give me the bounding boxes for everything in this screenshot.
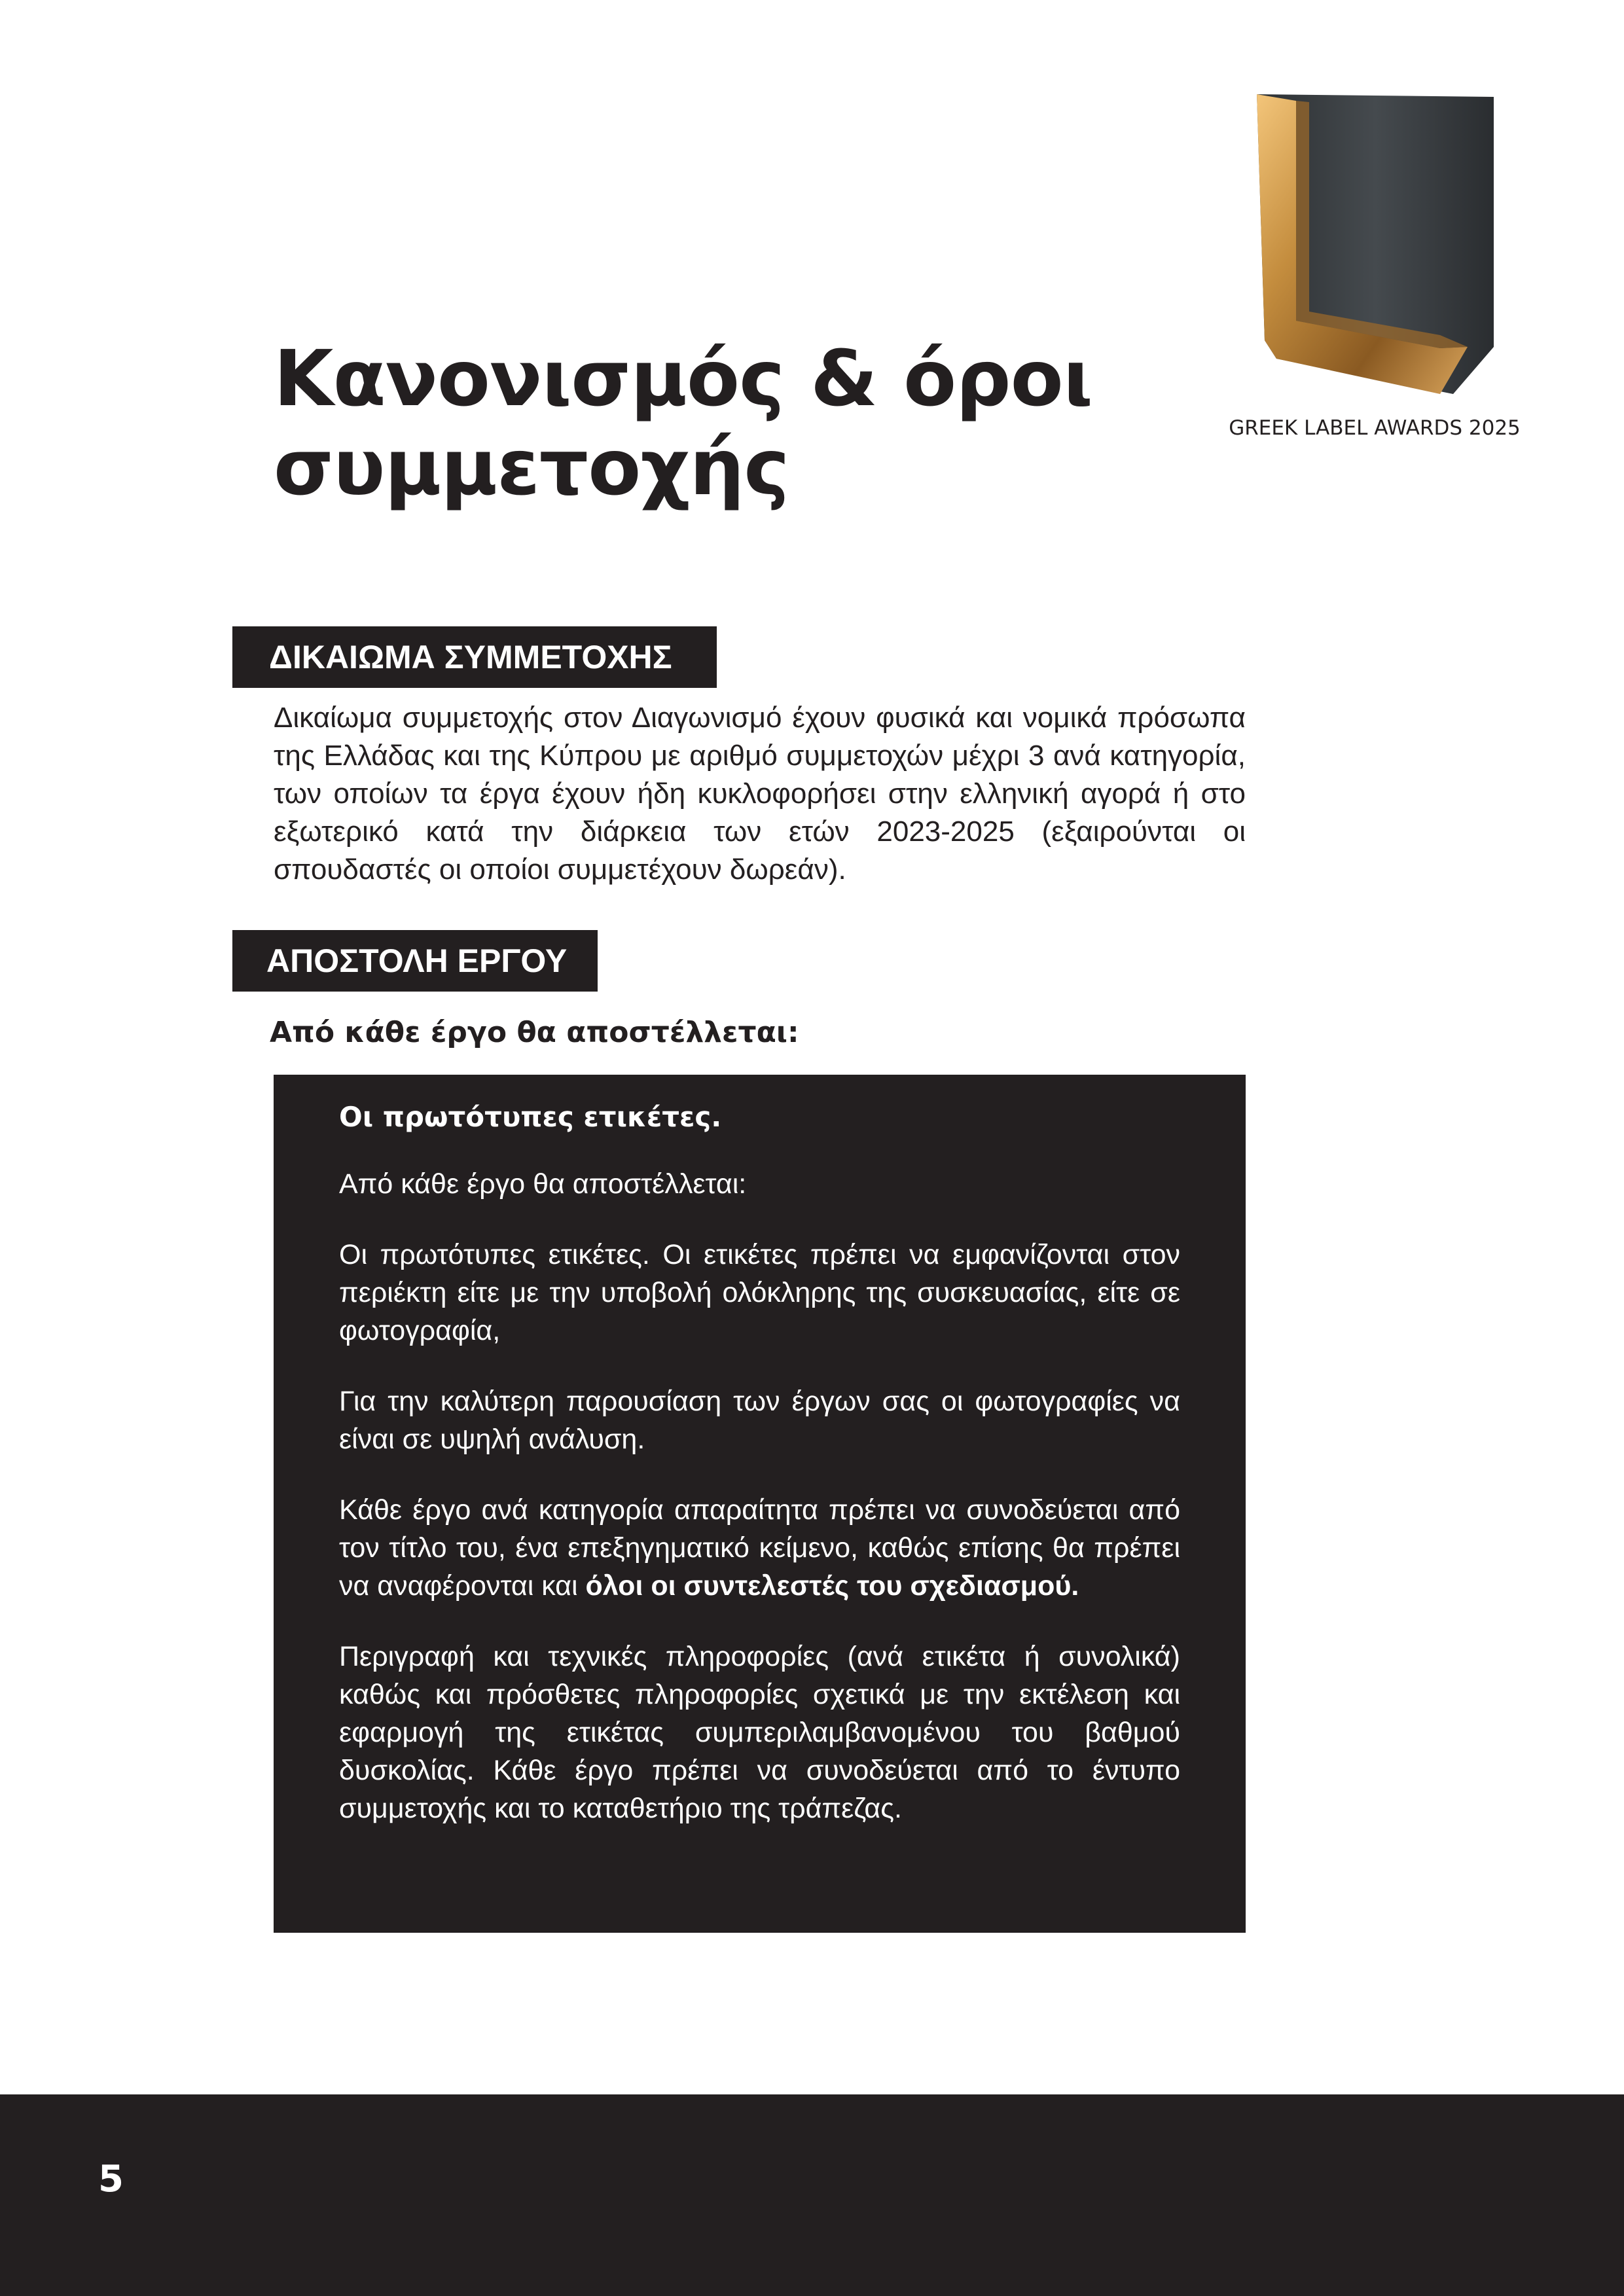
submission-requirements-box <box>274 1075 1246 1933</box>
box-paragraph-1: Από κάθε έργο θα αποστέλλεται: <box>339 1168 747 1200</box>
page-title <box>274 334 1190 512</box>
box-paragraph-4-text: Κάθε έργο ανά κατηγορία απαραίτητα πρέπει να συνοδεύεται από τον τίτλο του, ένα επεξηγηματικό κείμενο, καθώς επίσης θα πρέπει να αναφέρονται και <box>339 1494 1180 1602</box>
submission-subheading: Από κάθε έργο θα αποστέλλεται: <box>270 1016 799 1049</box>
submission-heading: ΑΠΟΣΤΟΛΗ ΕΡΓΟΥ <box>232 930 598 992</box>
eligibility-heading: ΔΙΚΑΙΩΜΑ ΣΥΜΜΕΤΟΧΗΣ <box>232 626 717 688</box>
page-title-line-2: συμμετοχής <box>274 422 789 512</box>
eligibility-text: Δικαίωμα συμμετοχής στον Διαγωνισμό έχουν φυσικά και νομικά πρόσωπα της Ελλάδας και της Κύπρου με αριθμό συμμετοχών μέχρι 3 ανά κατηγορία, των οποίων τα έργα έχουν ήδη κυκλοφορήσει στην ελληνική αγορά ή στο εξωτερικό κατά την διάρκεια των ετών 2023-2025 (εξαιρούνται οι σπουδαστές οι οποίοι συμμετέχουν δωρεάν). <box>274 702 1246 886</box>
footer-band <box>0 2094 1624 2296</box>
page-number: 5 <box>98 2158 124 2200</box>
box-paragraph-4-bold: όλοι οι συντελεστές του σχεδιασμού. <box>585 1570 1079 1602</box>
box-paragraph-5: Περιγραφή και τεχνικές πληροφορίες (ανά ετικέτα ή συνολικά) καθώς και πρόσθετες πληροφορίες σχετικά με την εκτέλεση και εφαρμογή της ετικέτας συμπεριλαμβανομένου του βαθμού δυσκολίας. Κάθε έργο πρέπει να συνοδεύεται από το έντυπο συμμετοχής και το καταθετήριο της τράπεζας. <box>339 1641 1180 1824</box>
box-paragraph-4 <box>339 1491 1180 1605</box>
box-paragraph-3: Για την καλύτερη παρουσίαση των έργων σας οι φωτογραφίες να είναι σε υψηλή ανάλυση. <box>339 1386 1180 1455</box>
box-heading: Οι πρωτότυπες ετικέτες. <box>339 1101 722 1133</box>
award-trophy-icon <box>1250 92 1499 399</box>
award-caption: GREEK LABEL AWARDS 2025 <box>1229 416 1521 440</box>
box-paragraph-2: Οι πρωτότυπες ετικέτες. Οι ετικέτες πρέπει να εμφανίζονται στον περιέκτη είτε με την υποβολή ολόκληρης της συσκευασίας, είτε σε φωτογραφία, <box>339 1239 1180 1346</box>
page-title-line-1: Κανονισμός & όροι <box>274 333 1092 423</box>
